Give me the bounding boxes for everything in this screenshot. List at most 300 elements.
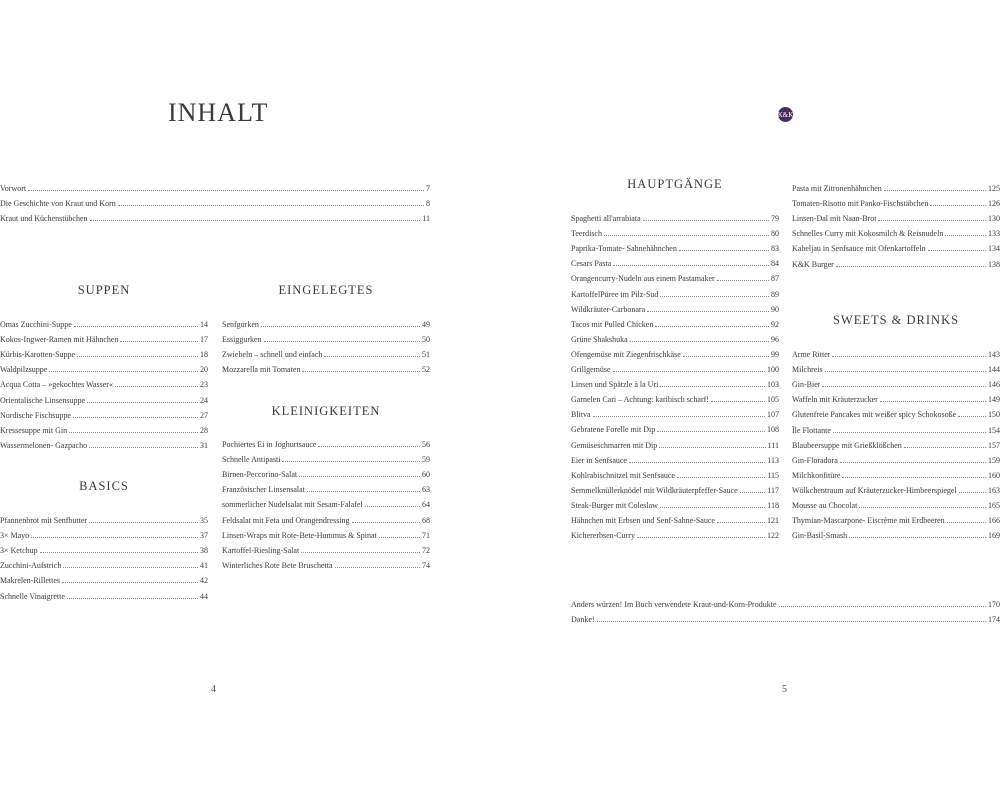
kk-logo-icon: K&K — [778, 107, 793, 122]
toc-entry-page: 14 — [200, 320, 208, 330]
toc-entry-title: Gebratene Forelle mit Dip — [571, 425, 656, 435]
toc-entry-title: Makrelen-Rillettes — [0, 576, 60, 586]
toc-entry — [571, 329, 779, 344]
toc-entry — [571, 299, 779, 314]
toc-entry-page: 133 — [988, 229, 1000, 239]
toc-entry-page: 100 — [767, 365, 779, 375]
toc-entry-page: 170 — [988, 600, 1000, 610]
toc-entry-title: Kohlrabischnitzel mit Senfsauce — [571, 470, 675, 480]
toc-entry-title: Kressesuppe mit Gin — [0, 425, 68, 435]
kleinigkeiten-list — [222, 434, 430, 570]
toc-entry-page: 117 — [767, 485, 779, 495]
heading-suppen: SUPPEN — [77, 283, 131, 297]
toc-entry-title: Gin-Bier — [792, 380, 821, 390]
dotted-leader — [69, 432, 198, 433]
toc-entry-page: 59 — [422, 455, 430, 465]
toc-entry — [792, 480, 1000, 495]
toc-entry-title: Pfannenbrot mit Senfbutter — [0, 516, 88, 526]
dotted-leader — [120, 341, 198, 342]
dotted-leader — [31, 537, 198, 538]
dotted-leader — [660, 296, 769, 297]
dotted-leader — [833, 432, 986, 433]
dotted-leader — [637, 537, 765, 538]
toc-entry — [792, 525, 1000, 540]
dotted-leader — [604, 235, 769, 236]
toc-entry-page: 60 — [422, 470, 430, 480]
toc-entry — [792, 404, 1000, 419]
heading-sweets-drinks: SWEETS & DRINKS — [832, 313, 960, 327]
toc-entry — [0, 510, 208, 525]
toc-entry-page: 18 — [200, 350, 208, 360]
toc-entry-title: Kichererbsen-Curry — [571, 531, 635, 541]
toc-entry-page: 64 — [422, 500, 430, 510]
toc-entry-page: 143 — [988, 350, 1000, 360]
dotted-leader — [660, 507, 765, 508]
toc-entry-page: 31 — [200, 440, 208, 450]
dotted-leader — [74, 326, 198, 327]
toc-entry-page: 160 — [988, 470, 1000, 480]
dotted-leader — [613, 371, 765, 372]
dotted-leader — [613, 265, 769, 266]
toc-entry-page: 92 — [771, 319, 779, 329]
dotted-leader — [643, 220, 769, 221]
toc-entry-title: Linsen-Dal mit Naan-Brot — [792, 214, 877, 224]
toc-entry-page: 38 — [200, 546, 208, 556]
toc-entry-page: 107 — [767, 410, 779, 420]
toc-entry-title: Kokos-Ingwer-Ramen mit Hähnchen — [0, 335, 119, 345]
toc-entry-page: 49 — [422, 320, 430, 330]
heading-eingelegtes: EINGELEGTES — [278, 283, 374, 297]
toc-entry — [571, 344, 779, 359]
toc-entry-title: Wölkchentraum auf Kräuterzucker-Himbeerspiegel — [792, 485, 957, 495]
toc-entry — [571, 510, 779, 525]
toc-entry-page: 174 — [988, 615, 1000, 625]
toc-entry-title: Pasta mit Zitronenhähnchen — [792, 184, 882, 194]
toc-entry-title: Arme Ritter — [792, 350, 831, 360]
toc-entry-title: Garnelen Cari – Achtung: karibisch scharf! — [571, 395, 709, 405]
toc-entry-title: Paprika-Tomate- Sahnehähnchen — [571, 244, 677, 254]
toc-entry-page: 125 — [988, 184, 1000, 194]
dotted-leader — [87, 402, 198, 403]
toc-entry-title: Essiggurken — [222, 335, 262, 345]
toc-entry-title: Gemüseschmarren mit Dip — [571, 440, 658, 450]
dotted-leader — [115, 386, 198, 387]
toc-entry-title: Omas Zucchini-Suppe — [0, 320, 72, 330]
dotted-leader — [840, 462, 986, 463]
toc-entry-title: Französischer Linsensalat — [222, 485, 305, 495]
toc-entry-title: Schnelles Curry mit Kokosmilch & Reisnudeln — [792, 229, 944, 239]
toc-entry — [571, 404, 779, 419]
toc-entry-page: 118 — [767, 500, 779, 510]
toc-entry-page: 130 — [988, 214, 1000, 224]
dotted-leader — [947, 522, 986, 523]
toc-entry — [571, 374, 779, 389]
toc-entry-title: Anders würzen! Im Buch verwendete Kraut-und-Korn-Produkte — [571, 600, 777, 610]
toc-entry-page: 42 — [200, 576, 208, 586]
toc-entry-page: 23 — [200, 380, 208, 390]
toc-entry-page: 84 — [771, 259, 779, 269]
dotted-leader — [40, 552, 198, 553]
dotted-leader — [849, 537, 986, 538]
toc-entry-page: 99 — [771, 349, 779, 359]
dotted-leader — [630, 341, 769, 342]
toc-entry-page: 165 — [988, 501, 1000, 511]
toc-entry-title: Kartoffel-Riesling-Salat — [222, 545, 300, 555]
dotted-leader — [63, 567, 198, 568]
toc-entry-page: 7 — [426, 184, 430, 194]
toc-entry — [222, 494, 430, 509]
toc-entry-page: 126 — [988, 199, 1000, 209]
toc-entry-title: Die Geschichte von Kraut und Korn — [0, 199, 116, 209]
toc-entry — [571, 208, 779, 223]
toc-entry — [792, 178, 1000, 193]
toc-entry — [0, 329, 208, 344]
toc-entry — [222, 509, 430, 524]
toc-entry-title: Senfgurken — [222, 320, 259, 330]
toc-entry-title: Pochiertes Ei in Joghurtsauce — [222, 440, 317, 450]
hauptgaenge-continued-list — [792, 178, 1000, 269]
toc-entry-title: Wildkräuter-Carbonara — [571, 304, 646, 314]
dotted-leader — [49, 371, 198, 372]
suppen-list — [0, 314, 208, 450]
dotted-leader — [89, 447, 198, 448]
toc-entry-title: 3× Mayo — [0, 531, 30, 541]
toc-entry-title: Nordische Fischsuppe — [0, 410, 71, 420]
toc-entry — [0, 178, 430, 193]
toc-entry-title: Grillgemüse — [571, 365, 611, 375]
toc-entry — [792, 253, 1000, 268]
toc-entry-page: 74 — [422, 560, 430, 570]
dotted-leader — [261, 326, 420, 327]
toc-entry-title: Tacos mit Pulled Chicken — [571, 319, 654, 329]
toc-entry-title: Kürbis-Karotten-Suppe — [0, 350, 76, 360]
toc-entry-page: 105 — [767, 395, 779, 405]
toc-entry-page: 17 — [200, 335, 208, 345]
toc-entry-page: 144 — [988, 365, 1000, 375]
dotted-leader — [717, 522, 765, 523]
toc-entry-page: 113 — [767, 455, 779, 465]
toc-entry — [571, 389, 779, 404]
toc-entry-title: Cesars Pasta — [571, 259, 612, 269]
toc-entry-page: 108 — [767, 425, 779, 435]
toc-entry — [792, 223, 1000, 238]
dotted-leader — [679, 250, 769, 251]
toc-entry — [792, 208, 1000, 223]
toc-entry-page: 27 — [200, 410, 208, 420]
toc-entry-page: 149 — [988, 395, 1000, 405]
toc-entry — [222, 449, 430, 464]
dotted-leader — [779, 606, 987, 607]
toc-entry-title: Semmelknüllerknödel mit Wildkräuterpfeffer-Sauce — [571, 485, 738, 495]
eingelegtes-list — [222, 314, 430, 374]
toc-entry-title: Thymian-Mascarpone- Eiscrème mit Erdbeeren — [792, 516, 945, 526]
toc-entry-title: Gin-Floradora — [792, 455, 838, 465]
dotted-leader — [659, 447, 765, 448]
toc-entry-title: Île Flottante — [792, 425, 831, 435]
toc-entry-page: 41 — [200, 561, 208, 571]
toc-entry — [571, 419, 779, 434]
dotted-leader — [647, 311, 769, 312]
toc-entry-title: Grüne Shakshuka — [571, 334, 628, 344]
dotted-leader — [859, 507, 986, 508]
toc-entry-page: 37 — [200, 531, 208, 541]
toc-entry-page: 50 — [422, 335, 430, 345]
toc-entry-title: Orangencurry-Nudeln aus einem Pastamaker — [571, 274, 715, 284]
toc-entry — [792, 374, 1000, 389]
toc-entry-title: Danke! — [571, 615, 595, 625]
toc-entry — [222, 555, 430, 570]
toc-entry — [0, 374, 208, 389]
dotted-leader — [89, 522, 198, 523]
toc-entry — [0, 405, 208, 420]
toc-entry-title: Teerdisch — [571, 229, 602, 239]
toc-entry — [571, 283, 779, 298]
dotted-leader — [318, 446, 420, 447]
toc-entry-title: Mozzarella mit Tomaten — [222, 365, 301, 375]
toc-entry — [792, 193, 1000, 208]
toc-entry — [792, 495, 1000, 510]
toc-entry-title: Waldpilzsuppe — [0, 365, 48, 375]
toc-entry-title: Blaubeersuppe mit Grießklößchen — [792, 440, 902, 450]
dotted-leader — [264, 341, 420, 342]
page-number-left: 4 — [211, 684, 216, 695]
toc-entry-page: 80 — [771, 229, 779, 239]
toc-entry-title: KartoffelPüree im Pilz-Sud — [571, 289, 659, 299]
toc-entry-page: 146 — [988, 380, 1000, 390]
toc-entry — [0, 420, 208, 435]
toc-entry — [571, 434, 779, 449]
heading-basics: BASICS — [79, 479, 129, 493]
toc-entry — [0, 359, 208, 374]
toc-entry — [571, 609, 1000, 624]
dotted-leader — [62, 582, 198, 583]
toc-entry — [792, 510, 1000, 525]
dotted-leader — [655, 326, 769, 327]
toc-entry — [0, 314, 208, 329]
dotted-leader — [299, 476, 420, 477]
toc-entry-page: 56 — [422, 440, 430, 450]
toc-entry-page: 96 — [771, 334, 779, 344]
dotted-leader — [365, 506, 420, 507]
toc-entry-page: 122 — [767, 531, 779, 541]
toc-entry — [222, 540, 430, 555]
toc-entry-title: sommerlicher Nudelsalat mit Sesam-Falafel — [222, 500, 363, 510]
toc-entry — [0, 389, 208, 404]
dotted-leader — [28, 190, 424, 191]
toc-entry-title: Kabeljau in Senfsauce mit Ofenkartoffeln — [792, 244, 926, 254]
toc-entry-title: Milchreis — [792, 365, 823, 375]
toc-entry-page: 68 — [422, 515, 430, 525]
toc-entry-title: Mousse au Chocolat — [792, 501, 858, 511]
toc-entry-title: Schnelle Vinaigrette — [0, 591, 65, 601]
dotted-leader — [717, 280, 769, 281]
toc-entry — [222, 344, 430, 359]
toc-entry-title: Ofengemüse mit Ziegenfrischkäse — [571, 349, 681, 359]
dotted-leader — [379, 537, 420, 538]
toc-entry — [571, 314, 779, 329]
toc-entry-title: Waffeln mit Kräuterzucker — [792, 395, 878, 405]
toc-entry-title: Kraut und Küchenstübchen — [0, 214, 88, 224]
toc-entry-page: 52 — [422, 365, 430, 375]
toc-entry — [0, 570, 208, 585]
dotted-leader — [930, 205, 986, 206]
toc-entry-title: Vorwort — [0, 184, 27, 194]
toc-entry-page: 169 — [988, 531, 1000, 541]
basics-list — [0, 510, 208, 601]
toc-entry — [571, 238, 779, 253]
toc-entry-title: Zucchini-Aufstrich — [0, 561, 62, 571]
toc-entry — [571, 450, 779, 465]
toc-entry-title: Winterliches Rote Bete Bruschetta — [222, 560, 333, 570]
toc-entry-title: Wassermelonen- Gazpacho — [0, 440, 88, 450]
dotted-leader — [629, 462, 765, 463]
dotted-leader — [73, 417, 198, 418]
dotted-leader — [842, 477, 986, 478]
toc-entry — [571, 465, 779, 480]
toc-entry — [792, 435, 1000, 450]
sweets-list — [792, 344, 1000, 540]
toc-entry — [571, 268, 779, 283]
toc-entry-page: 28 — [200, 425, 208, 435]
toc-entry-title: 3× Ketchup — [0, 546, 38, 556]
heading-kleinigkeiten: KLEINIGKEITEN — [271, 404, 381, 418]
toc-entry-title: Milchkonfitüre — [792, 470, 841, 480]
toc-entry-page: 115 — [767, 470, 779, 480]
toc-entry — [222, 314, 430, 329]
toc-entry-page: 20 — [200, 365, 208, 375]
toc-entry-page: 71 — [422, 530, 430, 540]
toc-entry — [571, 253, 779, 268]
toc-entry-page: 90 — [771, 304, 779, 314]
toc-entry-page: 89 — [771, 289, 779, 299]
toc-entry — [792, 238, 1000, 253]
toc-entry — [571, 223, 779, 238]
toc-entry-title: Tomaten-Risotto mit Panko-Fischstäbchen — [792, 199, 929, 209]
dotted-leader — [711, 401, 765, 402]
dotted-leader — [324, 356, 420, 357]
dotted-leader — [118, 205, 424, 206]
toc-entry — [792, 465, 1000, 480]
toc-entry-page: 83 — [771, 244, 779, 254]
outro-list — [571, 594, 1000, 624]
toc-entry-page: 138 — [988, 259, 1000, 269]
toc-entry-title: Spaghetti all'arrabiata — [571, 214, 641, 224]
dotted-leader — [832, 356, 986, 357]
dotted-leader — [945, 235, 986, 236]
toc-entry-title: Feldsalat mit Feta und Orangendressing — [222, 515, 350, 525]
toc-entry — [792, 450, 1000, 465]
toc-entry-page: 72 — [422, 545, 430, 555]
dotted-leader — [683, 356, 769, 357]
toc-entry-title: Birnen-Peccorino-Salat — [222, 470, 298, 480]
toc-entry-page: 154 — [988, 425, 1000, 435]
dotted-leader — [825, 371, 986, 372]
toc-entry-title: Schnelle Antipasti — [222, 455, 281, 465]
dotted-leader — [77, 356, 198, 357]
toc-entry-page: 111 — [767, 440, 779, 450]
heading-hauptgaenge: HAUPTGÄNGE — [627, 177, 723, 191]
toc-entry-page: 121 — [767, 515, 779, 525]
dotted-leader — [597, 621, 986, 622]
toc-entry-title: K&K Burger — [792, 259, 834, 269]
toc-entry-page: 157 — [988, 440, 1000, 450]
dotted-leader — [928, 250, 986, 251]
dotted-leader — [677, 477, 765, 478]
dotted-leader — [740, 492, 766, 493]
toc-entry-page: 24 — [200, 395, 208, 405]
toc-entry-page: 87 — [771, 274, 779, 284]
toc-entry-title: Blitva — [571, 410, 591, 420]
toc-entry-page: 163 — [988, 485, 1000, 495]
toc-entry — [571, 594, 1000, 609]
dotted-leader — [836, 266, 986, 267]
toc-entry-title: Hähnchen mit Erbsen und Senf-Sahne-Sauce — [571, 515, 715, 525]
dotted-leader — [593, 416, 765, 417]
toc-entry-page: 51 — [422, 350, 430, 360]
toc-entry — [571, 495, 779, 510]
toc-entry — [792, 344, 1000, 359]
toc-entry-page: 150 — [988, 410, 1000, 420]
dotted-leader — [657, 431, 765, 432]
toc-entry-title: Eier in Senfsauce — [571, 455, 627, 465]
dotted-leader — [660, 386, 765, 387]
toc-entry-title: Zwiebeln – schnell und einfach — [222, 350, 323, 360]
toc-entry — [571, 359, 779, 374]
dotted-leader — [282, 461, 420, 462]
dotted-leader — [904, 447, 986, 448]
toc-entry — [792, 359, 1000, 374]
toc-entry — [571, 525, 779, 540]
dotted-leader — [880, 401, 986, 402]
toc-entry-title: Linsen-Wraps mit Rote-Bete-Hummus & Spinat — [222, 530, 377, 540]
toc-entry-page: 8 — [426, 199, 430, 209]
toc-entry-title: Acqua Cotta – »gekochtes Wasser« — [0, 380, 113, 390]
dotted-leader — [878, 220, 986, 221]
hauptgaenge-list — [571, 208, 779, 540]
toc-entry — [0, 208, 430, 223]
dotted-leader — [958, 416, 986, 417]
toc-entry-title: Linsen und Spätzle à la Uri — [571, 380, 659, 390]
toc-entry — [222, 329, 430, 344]
intro-list — [0, 178, 430, 223]
toc-entry-title: Gin-Basil-Smash — [792, 531, 848, 541]
toc-entry — [571, 480, 779, 495]
toc-entry — [0, 555, 208, 570]
toc-entry — [792, 389, 1000, 404]
dotted-leader — [959, 492, 986, 493]
toc-entry — [222, 359, 430, 374]
toc-entry — [0, 540, 208, 555]
dotted-leader — [352, 522, 420, 523]
page-number-right: 5 — [782, 684, 787, 695]
toc-entry — [0, 525, 208, 540]
toc-entry — [0, 193, 430, 208]
toc-entry — [222, 525, 430, 540]
toc-entry — [222, 464, 430, 479]
dotted-leader — [335, 567, 420, 568]
toc-entry-page: 63 — [422, 485, 430, 495]
toc-entry — [0, 435, 208, 450]
right-page — [500, 0, 1000, 800]
toc-entry-page: 79 — [771, 214, 779, 224]
dotted-leader — [822, 386, 986, 387]
toc-entry — [222, 479, 430, 494]
toc-entry — [222, 434, 430, 449]
toc-entry-page: 134 — [988, 244, 1000, 254]
toc-entry-page: 166 — [988, 516, 1000, 526]
toc-entry-title: Orientalische Linsensuppe — [0, 395, 86, 405]
dotted-leader — [301, 552, 420, 553]
